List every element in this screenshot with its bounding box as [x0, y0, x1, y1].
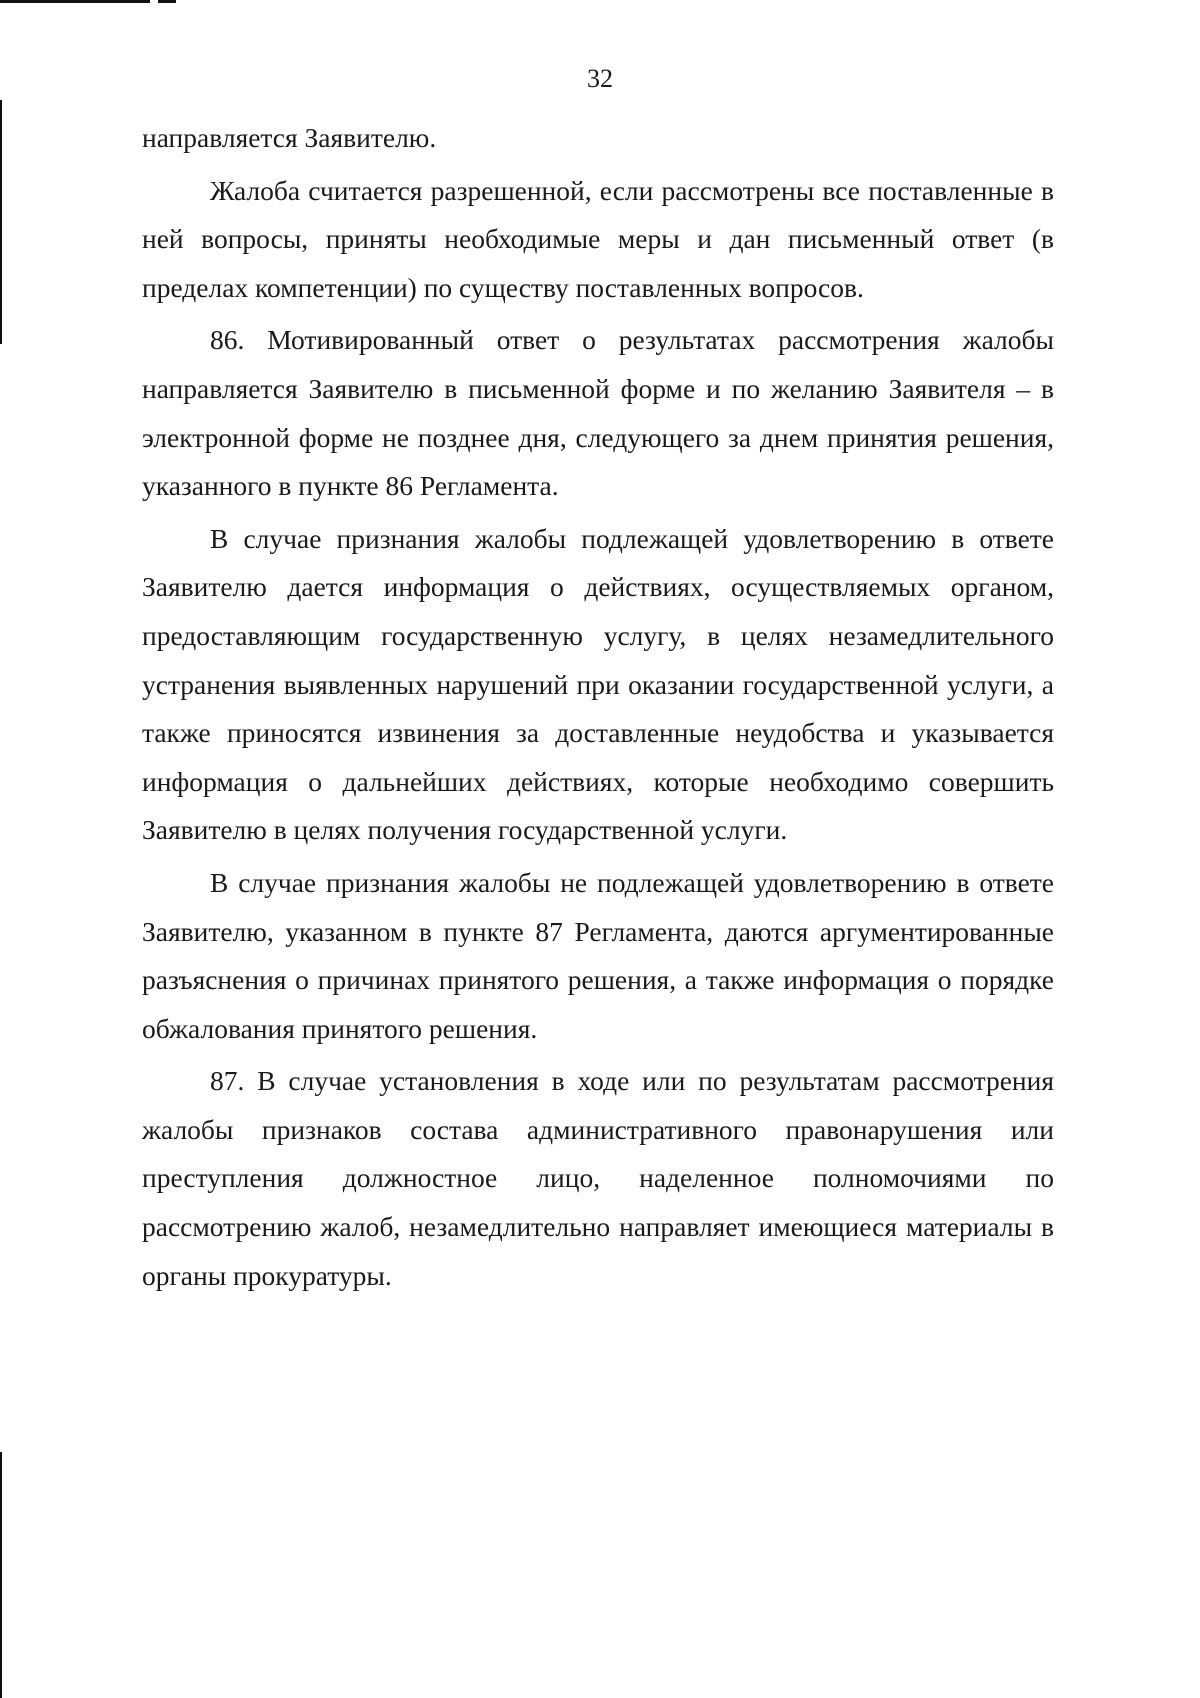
paragraph-complaint-rejected: В случае признания жалобы не подлежащей удовлетворению в ответе Заявителю, указанном в пункте 87 Регламента, даются аргументированные разъяснения о причинах принятого решения, а также информация о порядке обжалования принятого решения.: [142, 866, 1054, 1044]
paragraph-complaint-satisfied: В случае признания жалобы подлежащей удовлетворению в ответе Заявителю дается информация о действиях, осуществляемых органом, предоставляющим государственную услугу, в целях незамедлительного устранения выявленных нарушений при оказании государственной услуги, а также приносятся извинения за доставленные неудобства и указывается информация о дальнейших действиях, которые необходимо совершить Заявителю в целях получения государственной услуги.: [142, 522, 1054, 846]
scan-edge-left-line-1: [0, 100, 2, 344]
page-number: 32: [587, 64, 613, 93]
scan-edge-top-line: [0, 0, 150, 3]
paragraph-item-87: 87. В случае установления в ходе или по результатам рассмотрения жалобы признаков состава административного правонарушения или преступления должностное лицо, наделенное полномочиями по рассмотрению жалоб, незамедлительно направляет имеющиеся материалы в органы прокуратуры.: [142, 1065, 1054, 1291]
paragraph-item-86: 86. Мотивированный ответ о результатах рассмотрения жалобы направляется Заявителю в письменной форме и по желанию Заявителя – в электронной форме не позднее дня, следующего за днем принятия решения, указанного в пункте 86 Регламента.: [142, 324, 1054, 502]
document-body: [142, 114, 1054, 1304]
scan-edge-left-line-2: [0, 1452, 2, 1698]
paragraph-complaint-resolved: Жалоба считается разрешенной, если рассмотрены все поставленные в ней вопросы, приняты необходимые меры и дан письменный ответ (в пределах компетенции) по существу поставленных вопросов.: [142, 174, 1054, 303]
scan-edge-top-dash: [158, 0, 176, 3]
paragraph-continuation: направляется Заявителю.: [142, 122, 437, 153]
